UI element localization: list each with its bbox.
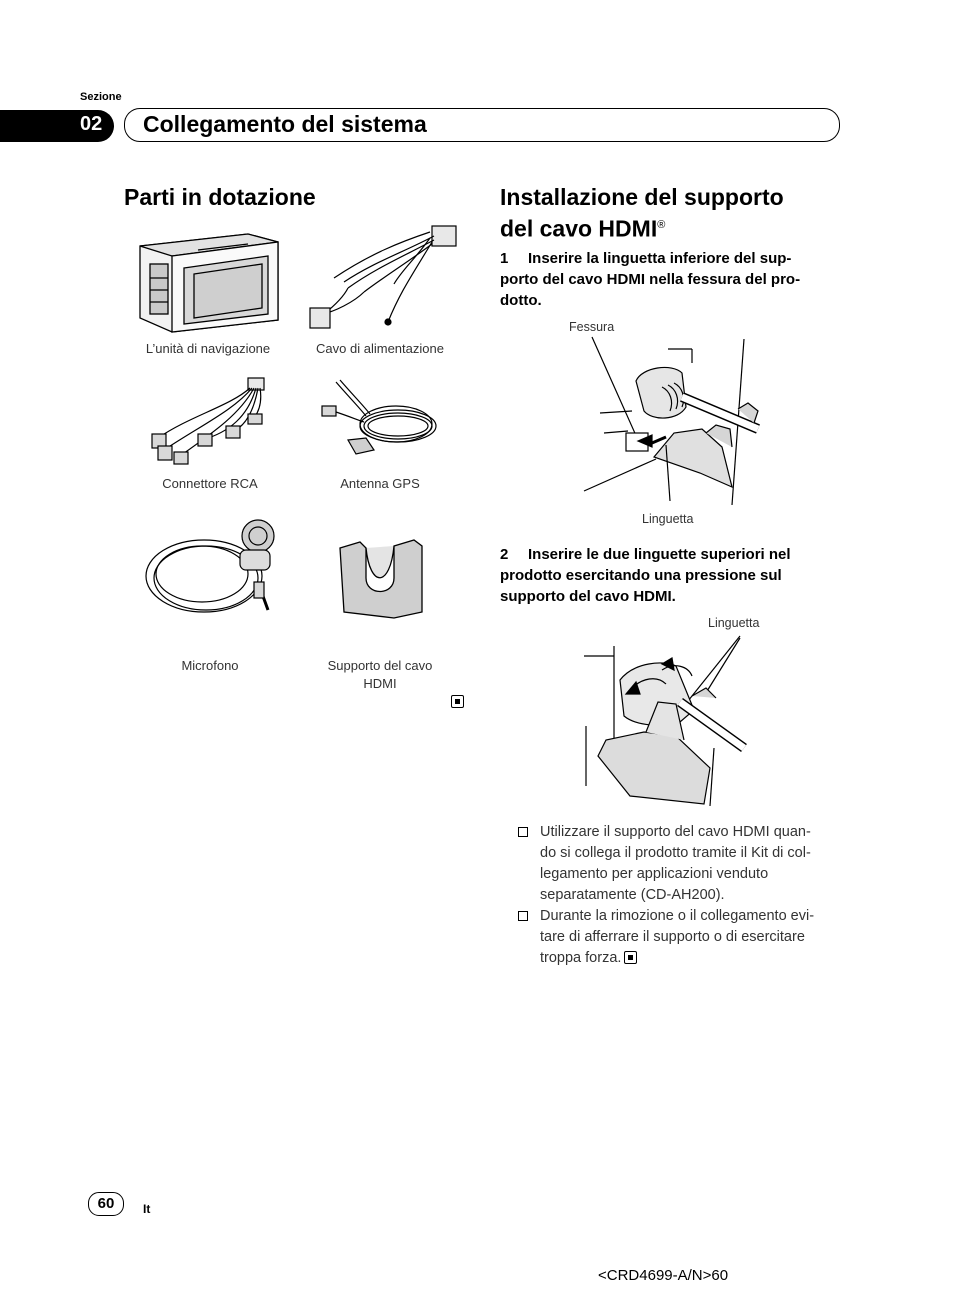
navigation-unit-icon <box>138 228 280 334</box>
step-2-line1: Inserire le due linguette superiori nel <box>528 546 791 563</box>
registered-mark: ® <box>657 219 666 231</box>
step-2 <box>500 544 840 607</box>
step-2-line2: prodotto esercitando una pressione sul <box>500 567 782 584</box>
microphone-icon <box>142 514 282 620</box>
fig1-label-slot: Fessura <box>569 320 615 334</box>
section-number: 02 <box>80 113 103 135</box>
install-heading-line1: Installazione del supporto <box>500 184 784 210</box>
note-2 <box>540 906 840 969</box>
note-1-line3: legamento per applicazioni venduto <box>540 866 769 882</box>
step-1-line2: porto del cavo HDMI nella fessura del pro- <box>500 271 801 288</box>
install-heading-line2: del cavo HDMI <box>500 215 658 242</box>
step-1-line1: Inserire la linguetta inferiore del sup- <box>528 250 792 267</box>
part-label-microphone: Microfono <box>181 658 239 673</box>
part-label-hdmi-holder-line2: HDMI <box>363 676 397 691</box>
parts-heading: Parti in dotazione <box>124 184 316 210</box>
note-1-line1: Utilizzare il supporto del cavo HDMI quan- <box>540 824 811 840</box>
part-label-hdmi-holder <box>318 657 442 693</box>
part-label-power-cable: Cavo di alimentazione <box>316 341 444 356</box>
note-2-bullet-icon <box>518 911 528 921</box>
step-1-number: 1 <box>500 250 509 267</box>
part-label-gps-antenna: Antenna GPS <box>340 476 420 491</box>
note-1-bullet-icon <box>518 827 528 837</box>
section-word: Sezione <box>80 91 122 103</box>
step-1-line3: dotto. <box>500 292 542 309</box>
power-cable-icon <box>304 222 460 334</box>
note-1 <box>540 822 840 906</box>
step-2-line3: supporto del cavo HDMI. <box>500 588 676 605</box>
hdmi-cable-holder-icon <box>336 538 428 620</box>
gps-antenna-icon <box>318 376 442 462</box>
note-2-line2: tare di afferrare il supporto o di esercitare <box>540 929 805 945</box>
rca-connector-icon <box>150 376 270 466</box>
fig1-label-tab: Linguetta <box>642 512 694 526</box>
document-code: <CRD4699-A/N>60 <box>598 1267 729 1284</box>
part-label-hdmi-holder-line1: Supporto del cavo <box>327 658 433 673</box>
section-title: Collegamento del sistema <box>143 111 427 137</box>
install-heading <box>500 183 784 243</box>
page-number: 60 <box>88 1192 124 1216</box>
language-code: It <box>143 1202 151 1216</box>
note-1-line2: do si collega il prodotto tramite il Kit di col- <box>540 845 811 861</box>
part-label-rca-connector: Connettore RCA <box>162 476 258 491</box>
step-1 <box>500 248 840 311</box>
hdmi-install-figure-1 <box>582 337 768 505</box>
note-1-line4: separatamente (CD-AH200). <box>540 887 725 903</box>
step-2-number: 2 <box>500 546 509 563</box>
fig2-label-tab: Linguetta <box>708 616 760 630</box>
part-label-navigation-unit: L’unità di navigazione <box>145 341 271 356</box>
section-end-mark <box>451 695 464 708</box>
hdmi-install-figure-2 <box>584 636 752 806</box>
section-end-mark-2 <box>624 951 637 964</box>
note-2-line1: Durante la rimozione o il collegamento evi- <box>540 908 815 924</box>
note-2-line3: troppa forza. <box>540 950 622 966</box>
